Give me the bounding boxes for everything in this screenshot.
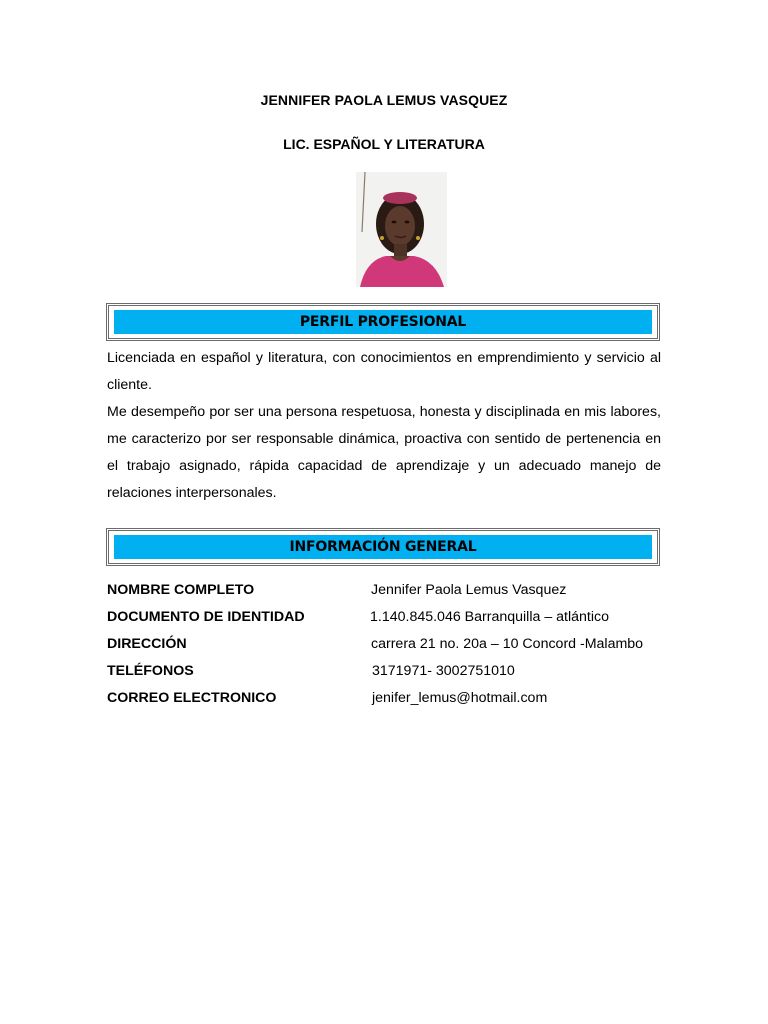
info-row-direccion [107, 631, 667, 658]
info-row-telefonos [107, 658, 667, 685]
perfil-heading: PERFIL PROFESIONAL [114, 310, 652, 334]
info-value: 3171971- 3002751010 [372, 663, 515, 679]
perfil-line-1: Licenciada en español y literatura, con conocimientos en emprendimiento y servicio al cliente. [107, 350, 661, 393]
candidate-degree: LIC. ESPAÑOL Y LITERATURA [283, 136, 485, 152]
info-value: 1.140.845.046 Barranquilla – atlántico [370, 609, 609, 625]
info-value: Jennifer Paola Lemus Vasquez [371, 582, 567, 598]
info-value: carrera 21 no. 20a – 10 Concord -Malambo [371, 636, 644, 652]
perfil-section-header [106, 303, 660, 341]
perfil-line-2: Me desempeño por ser una persona respetuosa, honesta y disciplinada en mis labores, me caracterizo por ser responsable dinámica, proactiva con sentido de pertenencia en el trabajo asignado, rápida capacidad de aprendizaje y un adecuado manejo de relaciones interpersonales. [107, 404, 661, 501]
info-value[interactable]: jenifer_lemus@hotmail.com [372, 690, 548, 706]
info-row-correo [107, 685, 667, 712]
info-row-nombre [107, 577, 667, 604]
info-section-header [106, 528, 660, 566]
perfil-text [107, 345, 661, 507]
info-label: TELÉFONOS [107, 663, 194, 679]
info-row-documento [107, 604, 667, 631]
info-label: DIRECCIÓN [107, 636, 187, 652]
info-label: NOMBRE COMPLETO [107, 582, 255, 598]
info-table [107, 577, 667, 712]
profile-photo [356, 172, 447, 287]
info-heading: INFORMACIÓN GENERAL [114, 535, 652, 559]
portrait-image [356, 172, 447, 287]
info-label: CORREO ELECTRONICO [107, 690, 277, 706]
candidate-name: JENNIFER PAOLA LEMUS VASQUEZ [260, 92, 508, 108]
info-label: DOCUMENTO DE IDENTIDAD [107, 609, 305, 625]
